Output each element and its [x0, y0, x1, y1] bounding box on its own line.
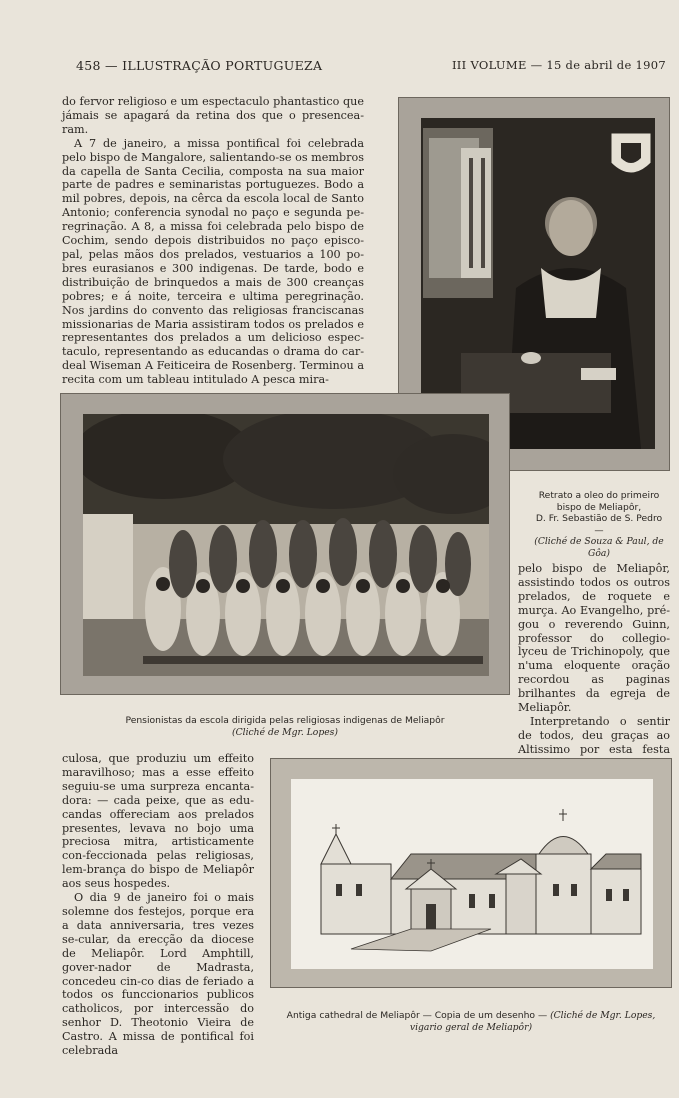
cathedral-caption-line — [270, 1010, 672, 1022]
paragraph: pelo bispo de Meliapôr, assistindo todos os outros prelados, de roquete e murça. Ao Evangelho, pré-gou o reverendo Guinn, professor do collegio-lyceu de Trichinopoly, que n'uma eloquente oração recordou as paginas brilhantes da egreja de Meliapôr. — [518, 562, 670, 715]
cathedral-caption-credit: (Cliché de Mgr. Lopes, — [550, 1010, 656, 1021]
paragraph: O dia 9 de janeiro foi o mais solemne dos festejos, porque era a data anniversaria, tres vezes se-cular, da erecção da diocese de Meliapôr. Lord Amphtill, gover-nador de Madrasta, concedeu cin-co dias de feriado a todos os funccionarios publicos catholicos, por intercessão do senhor D. Theotonio Vieira de Castro. A missa de pontifical foi celebrada — [62, 891, 254, 1058]
group-photo-illustration — [83, 414, 489, 676]
paragraph: Interpretando o sentir de todos, deu graças ao Altissimo por esta festa — [518, 714, 670, 756]
paragraph: culosa, que produziu um effeito maravilhoso; mas a esse effeito seguiu-se uma surpreza encanta-dora: — cada peixe, que as edu-candas offereciam aos prelados presentes, levava no bojo uma preciosa mitra, artisticamente con-feccionada pelas religiosas, lem-brança do bispo de Meliapôr aos seus hospedes. — [62, 752, 254, 891]
paragraph: A 7 de janeiro, a missa pontifical foi celebrada pelo bispo de Mangalore, salientando-se os membros da capella de Santa Cecilia, composta na sua maior parte de padres e seminaristas portuguezes. Bodo a mil pobres, depois, na cêrca da escola local de Santo Antonio; conferencia synodal no paço e segunda pe-regrinação. A 8, a missa foi celebrada pelo bispo de Cochim, sendo depois distribuidos no paço episco-pal, pelas mãos dos prelados, vestuarios a 100 po-bres eurasianos e 300 indigenas. De tarde, bodo e distribuição de brinquedos a mais de 300 creanças pobres; e á noite, terceira e ultima peregrinação. Nos jardins do convento das religiosas franciscanas missionarias de Maria assistiram todos os prelados e representantes dos prelados a um delicioso espec-taculo, representando as educandas o drama do car-deal Wiseman A Feiticeira de Rosenberg. Terminou a recita com um tableau intitulado A pesca mira- — [62, 136, 364, 387]
cathedral-caption-text: Antiga cathedral de Meliapôr — Copia de um desenho — — [286, 1010, 548, 1021]
portrait-caption-credit: (Cliché de Souza & Paul, de Gôa) — [534, 536, 664, 559]
cathedral-illustration — [291, 779, 653, 969]
group-photo-caption-credit: (Cliché de Mgr. Lopes) — [232, 726, 338, 738]
cathedral-caption — [270, 1010, 672, 1033]
paragraph: do fervor religioso e um espectaculo phantastico que jámais se apagará da retina dos que o presencea-ram. — [62, 95, 364, 136]
cathedral-caption-credit-line: vigario geral de Meliapôr) — [409, 1021, 533, 1033]
group-photo-caption — [60, 715, 510, 738]
portrait-caption-line: bispo de Meliapôr, — [556, 501, 642, 513]
group-photo — [60, 393, 510, 695]
portrait-caption-line: Retrato a oleo do primeiro — [538, 490, 660, 501]
portrait-caption — [530, 490, 668, 559]
group-photo-caption-line: Pensionistas da escola dirigida pelas religiosas indigenas de Meliapôr — [125, 715, 445, 726]
text-column-right — [518, 562, 670, 771]
cathedral-drawing — [270, 758, 672, 988]
page-header — [76, 58, 666, 76]
text-column-top — [62, 95, 364, 387]
text-column-bottom — [62, 752, 254, 1058]
header-title: 458 — ILLUSTRAÇÃO PORTUGUEZA — [76, 58, 323, 73]
header-issue-date: III VOLUME — 15 de abril de 1907 — [451, 58, 666, 72]
portrait-caption-line: D. Fr. Sebastião de S. Pedro — — [535, 513, 663, 536]
